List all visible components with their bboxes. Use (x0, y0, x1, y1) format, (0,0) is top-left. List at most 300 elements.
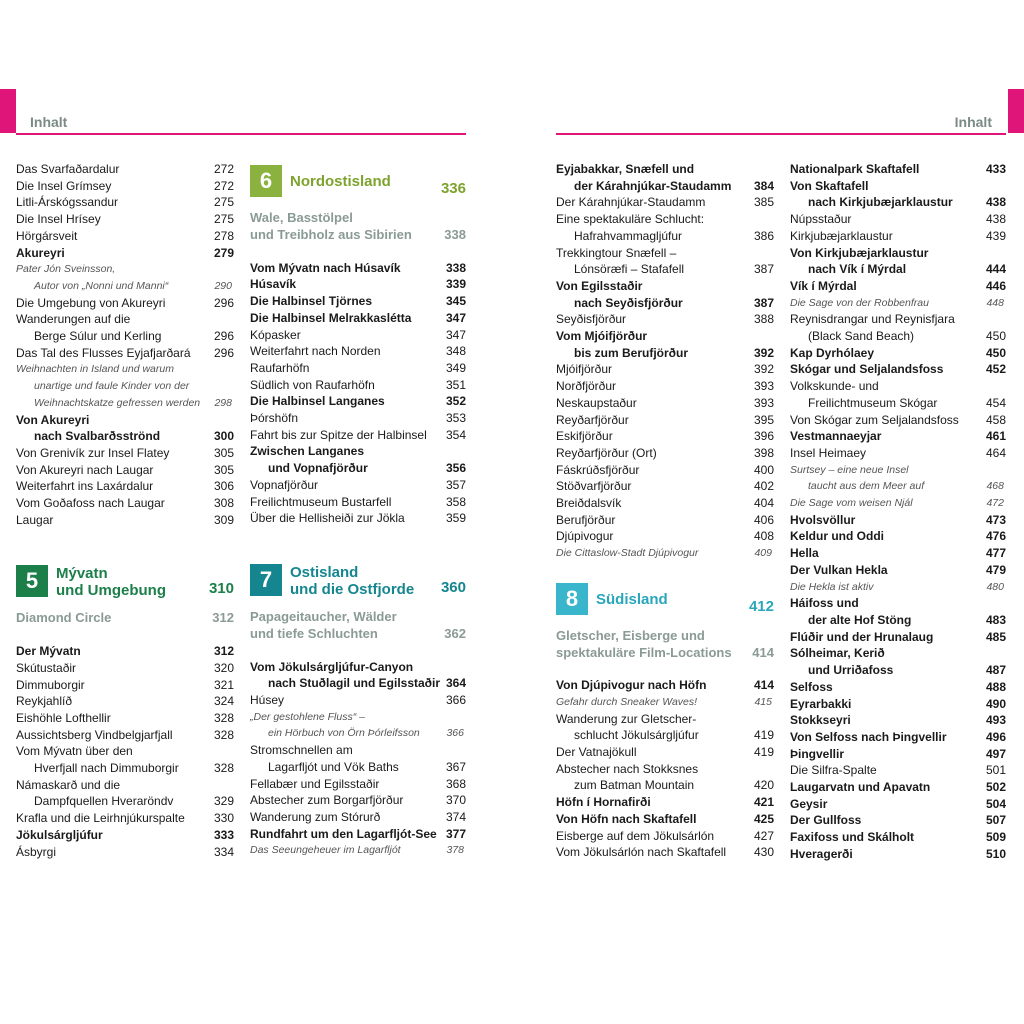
toc-entry-page: 328 (213, 710, 234, 725)
toc-entry[interactable] (556, 412, 774, 429)
toc-entry-title: Hella (790, 546, 819, 561)
toc-entry[interactable] (16, 760, 234, 777)
toc-entry-title: Þórshöfn (250, 411, 299, 426)
toc-entry[interactable] (790, 779, 1006, 796)
toc-entry[interactable] (16, 295, 234, 312)
toc-entry[interactable] (790, 495, 1006, 512)
toc-entry-title: Reyðarfjörður (556, 412, 629, 427)
toc-entry-title: Aussichtsberg Vindbelgjarfjall (16, 727, 173, 742)
toc-entry[interactable] (16, 810, 234, 827)
toc-entry[interactable] (250, 659, 466, 676)
toc-entry[interactable] (790, 194, 1006, 211)
chapter-heading[interactable] (250, 165, 466, 199)
toc-entry[interactable] (250, 759, 466, 776)
toc-entry[interactable] (16, 361, 234, 378)
toc-entry-page: 485 (985, 629, 1006, 644)
toc-entry-page: 312 (213, 644, 234, 659)
toc-entry-page: 333 (213, 827, 234, 842)
toc-entry-title: Eisberge auf dem Jökulsárlón (556, 828, 715, 843)
toc-entry[interactable] (790, 311, 1006, 328)
toc-entry[interactable] (16, 677, 234, 694)
toc-entry[interactable] (556, 194, 774, 211)
toc-entry-page: 438 (985, 212, 1006, 227)
toc-entry[interactable] (250, 343, 466, 360)
toc-entry-title: Von Grenivík zur Insel Flatey (16, 445, 170, 460)
toc-entry[interactable] (790, 412, 1006, 429)
toc-entry-title: Über die Hellisheiði zur Jökla (250, 511, 405, 526)
toc-entry[interactable] (790, 595, 1006, 612)
toc-entry-page: 464 (985, 445, 1006, 460)
toc-entry[interactable] (556, 395, 774, 412)
toc-entry-page: 321 (213, 677, 234, 692)
toc-entry-title: Von Akureyri (16, 412, 90, 427)
toc-entry-page: 409 (754, 547, 772, 560)
toc-entry[interactable] (790, 445, 1006, 462)
toc-entry-page: 402 (753, 479, 774, 494)
toc-entry-page: 452 (985, 362, 1006, 377)
toc-entry-title: Vom Jökulsárgljúfur-Canyon (250, 659, 414, 674)
toc-entry[interactable] (250, 209, 466, 226)
toc-entry-page: 502 (985, 780, 1006, 795)
toc-entry-title: Die Umgebung von Akureyri (16, 295, 166, 310)
toc-entry-page: 480 (986, 580, 1004, 593)
toc-entry[interactable] (556, 245, 774, 262)
toc-entry-page: 404 (753, 496, 774, 511)
toc-entry[interactable] (556, 178, 774, 195)
toc-entry-page: 387 (753, 262, 774, 277)
toc-entry-page: 305 (213, 462, 234, 477)
toc-entry[interactable] (16, 194, 234, 211)
toc-entry[interactable] (250, 393, 466, 410)
toc-entry[interactable] (556, 295, 774, 312)
toc-entry[interactable] (250, 226, 466, 243)
toc-entry-page: 308 (213, 496, 234, 511)
toc-entry[interactable] (16, 395, 234, 412)
toc-entry[interactable] (16, 328, 234, 345)
toc-entry-title: Vík í Mýrdal (790, 278, 857, 293)
toc-entry[interactable] (556, 711, 774, 728)
toc-entry-title: zum Batman Mountain (574, 778, 695, 793)
toc-entry-page: 312 (212, 610, 234, 626)
toc-entry[interactable] (16, 743, 234, 760)
toc-entry-title: Die Halbinsel Melrakkaslétta (250, 310, 412, 325)
toc-entry[interactable] (16, 478, 234, 495)
toc-entry[interactable] (790, 345, 1006, 362)
toc-entry[interactable] (556, 844, 774, 861)
chapter-heading[interactable] (16, 565, 234, 599)
toc-entry[interactable] (16, 245, 234, 262)
toc-entry[interactable] (556, 828, 774, 845)
toc-entry-title: Die Cittaslow-Stadt Djúpivogur (556, 547, 699, 560)
toc-entry[interactable] (556, 211, 774, 228)
toc-entry[interactable] (556, 512, 774, 529)
toc-entry[interactable] (790, 178, 1006, 195)
toc-entry-page: 458 (985, 412, 1006, 427)
chapter-number-badge: 6 (250, 165, 282, 197)
toc-entry[interactable] (16, 727, 234, 744)
toc-entry-title: Von Egilsstaðir (556, 278, 643, 293)
toc-entry[interactable] (556, 794, 774, 811)
toc-entry[interactable] (556, 811, 774, 828)
toc-entry[interactable] (790, 428, 1006, 445)
chapter-heading[interactable] (556, 583, 774, 617)
toc-entry-page: 392 (753, 345, 774, 360)
toc-entry-title: Die Sage vom weisen Njál (790, 497, 913, 510)
toc-column-2 (250, 161, 466, 859)
toc-entry-title: Stöðvarfjörður (556, 479, 632, 494)
toc-entry-page: 309 (213, 512, 234, 527)
toc-entry-title: Stokkseyri (790, 713, 851, 728)
toc-entry[interactable] (250, 510, 466, 527)
toc-entry-title: der Kárahnjúkar-Staudamm (574, 178, 732, 193)
toc-entry[interactable] (250, 410, 466, 427)
toc-entry[interactable] (250, 826, 466, 843)
chapter-heading[interactable] (250, 564, 466, 598)
toc-entry[interactable] (556, 478, 774, 495)
toc-entry[interactable] (250, 427, 466, 444)
toc-entry-title: und tiefe Schluchten (250, 625, 378, 641)
header-rule-right (556, 133, 1006, 135)
toc-entry-title: Wale, Basstölpel (250, 210, 353, 225)
toc-entry-title: Eishöhle Lofthellir (16, 710, 111, 725)
toc-entry-page: 272 (213, 162, 234, 176)
toc-entry[interactable] (250, 608, 466, 625)
toc-entry-title: nach Seyðisfjörður (574, 295, 683, 310)
toc-entry[interactable] (556, 328, 774, 345)
toc-entry[interactable] (250, 360, 466, 377)
toc-entry[interactable] (556, 378, 774, 395)
toc-entry-title: Vopnafjörður (250, 477, 319, 492)
toc-entry-title: Reyðarfjörður (Ort) (556, 445, 657, 460)
toc-entry-page: 296 (213, 345, 234, 360)
toc-entry-page: 414 (753, 678, 774, 693)
toc-entry[interactable] (16, 844, 234, 861)
toc-entry[interactable] (16, 228, 234, 245)
toc-entry[interactable] (790, 679, 1006, 696)
toc-entry[interactable] (250, 443, 466, 460)
toc-entry-page: 364 (445, 676, 466, 691)
toc-entry-title: Geysir (790, 796, 828, 811)
toc-entry[interactable] (250, 675, 466, 692)
toc-entry[interactable] (556, 445, 774, 462)
toc-entry[interactable] (250, 742, 466, 759)
toc-entry[interactable] (790, 762, 1006, 779)
toc-entry[interactable] (790, 796, 1006, 813)
toc-entry-title: Lónsöræfi – Stafafell (574, 262, 685, 277)
toc-entry-page: 357 (445, 477, 466, 492)
toc-entry-title: Skútustaðir (16, 660, 77, 675)
toc-entry[interactable] (16, 693, 234, 710)
toc-entry[interactable] (790, 161, 1006, 178)
toc-entry-title: Lagarfljót und Vök Baths (268, 759, 399, 774)
toc-entry-title: ein Hörbuch von Örn Þórleifsson (268, 727, 420, 740)
toc-entry[interactable] (790, 846, 1006, 863)
toc-entry[interactable] (790, 361, 1006, 378)
toc-entry[interactable] (16, 660, 234, 677)
toc-entry-title: nach Stuðlagil und Egilsstaðir (268, 676, 441, 691)
toc-entry[interactable] (250, 692, 466, 709)
toc-entry[interactable] (556, 161, 774, 178)
toc-entry[interactable] (16, 161, 234, 178)
toc-entry-title: Hverfjall nach Dimmuborgir (34, 761, 179, 776)
toc-entry-page: 388 (753, 312, 774, 327)
toc-entry[interactable] (16, 311, 234, 328)
toc-entry-title: Die Insel Grímsey (16, 178, 112, 193)
toc-entry-title: Húsey (250, 693, 285, 708)
toc-entry-title: Weihnachtskatze gefressen werden (34, 396, 201, 409)
toc-entry[interactable] (556, 727, 774, 744)
toc-entry-page: 356 (445, 461, 466, 476)
toc-entry-title: Von Höfn nach Skaftafell (556, 811, 697, 826)
toc-entry[interactable] (556, 462, 774, 479)
toc-entry-title: Vom Mývatn nach Húsavík (250, 260, 401, 275)
toc-entry[interactable] (790, 395, 1006, 412)
toc-entry[interactable] (556, 278, 774, 295)
toc-entry[interactable] (16, 345, 234, 362)
toc-entry-page: 362 (444, 625, 466, 641)
toc-entry[interactable] (790, 462, 1006, 479)
toc-entry-page: 353 (445, 411, 466, 426)
spacer (250, 642, 466, 659)
toc-entry-title: und Vopnafjörður (268, 461, 368, 476)
toc-entry[interactable] (790, 261, 1006, 278)
toc-entry-title: Surtsey – eine neue Insel (790, 463, 909, 476)
toc-entry[interactable] (790, 378, 1006, 395)
toc-entry[interactable] (250, 792, 466, 809)
toc-entry[interactable] (790, 612, 1006, 629)
toc-entry[interactable] (556, 545, 774, 562)
toc-entry[interactable] (556, 261, 774, 278)
toc-entry-page: 378 (446, 844, 464, 857)
toc-entry-title: Jökulsárgljúfur (16, 827, 103, 842)
toc-entry[interactable] (790, 512, 1006, 529)
toc-entry-title: „Der gestohlene Fluss“ – (250, 710, 365, 723)
toc-entry-title: Vom Mývatn über den (16, 744, 133, 759)
toc-entry-page: 490 (985, 696, 1006, 711)
toc-entry-title: Autor von „Nonni und Manni“ (34, 279, 169, 292)
toc-entry-title: der alte Hof Stöng (808, 612, 912, 627)
toc-entry[interactable] (556, 495, 774, 512)
toc-entry-page: 328 (213, 727, 234, 742)
toc-entry-page: 479 (985, 562, 1006, 577)
toc-entry[interactable] (16, 793, 234, 810)
toc-entry[interactable] (556, 228, 774, 245)
toc-entry-title: Hvolsvöllur (790, 512, 856, 527)
toc-entry[interactable] (556, 744, 774, 761)
toc-entry[interactable] (16, 710, 234, 727)
toc-entry[interactable] (556, 777, 774, 794)
toc-entry[interactable] (790, 245, 1006, 262)
toc-entry[interactable] (16, 211, 234, 228)
toc-entry-title: Þingvellir (790, 746, 845, 761)
toc-entry[interactable] (16, 261, 234, 278)
toc-entry-title: Weihnachten in Island und warum (16, 363, 174, 376)
toc-entry[interactable] (16, 495, 234, 512)
toc-entry-page: 438 (985, 195, 1006, 210)
toc-entry-page: 392 (753, 362, 774, 377)
toc-entry[interactable] (250, 776, 466, 793)
toc-entry[interactable] (556, 345, 774, 362)
toc-entry[interactable] (250, 460, 466, 477)
toc-entry-page: 279 (213, 245, 234, 260)
toc-entry-page: 347 (445, 327, 466, 342)
toc-entry-page: 345 (445, 294, 466, 309)
toc-entry-title: Gefahr durch Sneaker Waves! (556, 695, 698, 708)
toc-entry[interactable] (250, 310, 466, 327)
toc-entry-title: Der Kárahnjúkar-Staudamm (556, 195, 706, 210)
toc-entry[interactable] (790, 729, 1006, 746)
toc-entry-page: 454 (985, 395, 1006, 410)
toc-entry[interactable] (790, 295, 1006, 312)
toc-entry-title: Hafrahvammagljúfur (574, 228, 683, 243)
toc-entry-page: 488 (985, 679, 1006, 694)
toc-entry-page: 338 (445, 260, 466, 275)
toc-entry[interactable] (556, 361, 774, 378)
toc-entry-page: 296 (213, 295, 234, 310)
toc-entry-page: 448 (986, 296, 1004, 309)
toc-entry[interactable] (250, 709, 466, 726)
toc-entry[interactable] (16, 827, 234, 844)
toc-entry-page: 320 (213, 660, 234, 675)
toc-entry-page: 330 (213, 811, 234, 826)
toc-entry[interactable] (16, 609, 234, 626)
toc-entry[interactable] (556, 761, 774, 778)
toc-entry[interactable] (16, 412, 234, 429)
toc-entry[interactable] (16, 643, 234, 660)
toc-entry[interactable] (250, 327, 466, 344)
toc-entry[interactable] (250, 725, 466, 742)
toc-entry[interactable] (556, 627, 774, 644)
toc-entry-page: 468 (986, 480, 1004, 493)
toc-entry[interactable] (16, 777, 234, 794)
chapter-page-number: 360 (440, 578, 466, 596)
toc-entry-page: 461 (985, 429, 1006, 444)
toc-entry-title: Skógar und Seljalandsfoss (790, 362, 944, 377)
toc-entry[interactable] (16, 278, 234, 295)
toc-entry[interactable] (250, 842, 466, 859)
toc-entry-title: spektakuläre Film-Locations (556, 644, 732, 660)
toc-entry-page: 385 (753, 195, 774, 210)
toc-entry-title: Háifoss und (790, 596, 859, 611)
toc-entry[interactable] (790, 528, 1006, 545)
toc-entry[interactable] (250, 494, 466, 511)
toc-entry[interactable] (250, 625, 466, 642)
toc-entry-title: Kap Dyrhólaey (790, 345, 875, 360)
toc-entry-title: Freilichtmuseum Bustarfell (250, 494, 392, 509)
toc-entry-page: 384 (753, 178, 774, 193)
toc-entry-page: 477 (985, 546, 1006, 561)
toc-entry[interactable] (790, 645, 1006, 662)
toc-entry[interactable] (790, 228, 1006, 245)
toc-entry-title: Der Gullfoss (790, 813, 862, 828)
toc-entry[interactable] (16, 378, 234, 395)
toc-entry-title: Abstecher nach Stokksnes (556, 761, 699, 776)
toc-entry-title: Weiterfahrt nach Norden (250, 344, 381, 359)
chapter-number-badge: 8 (556, 583, 588, 615)
toc-entry[interactable] (556, 428, 774, 445)
toc-entry[interactable] (790, 478, 1006, 495)
toc-entry-page: 359 (445, 511, 466, 526)
toc-entry-title: Von Kirkjubæjarklaustur (790, 245, 929, 260)
toc-entry[interactable] (250, 377, 466, 394)
toc-entry-page: 415 (754, 695, 772, 708)
toc-entry[interactable] (16, 445, 234, 462)
toc-entry-title: Seyðisfjörður (556, 312, 627, 327)
toc-entry[interactable] (790, 211, 1006, 228)
toc-entry-title: Von Akureyri nach Laugar (16, 462, 154, 477)
toc-entry[interactable] (790, 696, 1006, 713)
toc-entry-title: unartige und faule Kinder von der (34, 380, 190, 393)
toc-entry[interactable] (790, 829, 1006, 846)
toc-entry[interactable] (790, 746, 1006, 763)
toc-entry[interactable] (790, 662, 1006, 679)
toc-entry-title: Freilichtmuseum Skógar (808, 395, 938, 410)
toc-entry-title: Das Tal des Flusses Eyjafjarðará (16, 345, 191, 360)
toc-entry-page: 386 (753, 228, 774, 243)
toc-entry-title: Vom Goðafoss nach Laugar (16, 496, 165, 511)
toc-entry[interactable] (556, 311, 774, 328)
toc-entry[interactable] (790, 328, 1006, 345)
toc-entry-page: 300 (213, 429, 234, 444)
toc-entry-page: 352 (445, 394, 466, 409)
chapter-title-line: Mývatn (56, 565, 108, 583)
toc-entry[interactable] (250, 477, 466, 494)
toc-entry[interactable] (250, 293, 466, 310)
toc-entry-title: Gletscher, Eisberge und (556, 627, 705, 643)
toc-entry-title: Stromschnellen am (250, 743, 353, 758)
toc-entry-title: Die Halbinsel Langanes (250, 394, 385, 409)
header-rule-left (16, 133, 466, 135)
toc-entry[interactable] (790, 712, 1006, 729)
toc-entry[interactable] (556, 644, 774, 661)
toc-entry-page: 450 (985, 345, 1006, 360)
toc-entry[interactable] (556, 694, 774, 711)
toc-entry[interactable] (250, 260, 466, 277)
toc-entry[interactable] (250, 809, 466, 826)
toc-entry[interactable] (790, 579, 1006, 596)
toc-entry[interactable] (250, 276, 466, 293)
chapter-title-line: Nordostisland (290, 173, 391, 190)
toc-entry-page: 483 (985, 612, 1006, 627)
toc-entry-title: Von Skaftafell (790, 178, 869, 193)
toc-entry-title: Laugar (16, 512, 54, 527)
toc-entry-page: 387 (753, 295, 774, 310)
toc-entry-title: Volkskunde- und (790, 379, 879, 394)
toc-entry[interactable] (16, 428, 234, 445)
toc-entry-title: Pater Jón Sveinsson, (16, 263, 116, 276)
toc-entry[interactable] (16, 178, 234, 195)
toc-entry-title: Rundfahrt um den Lagarfljót-See (250, 826, 437, 841)
toc-entry-title: Südlich von Raufarhöfn (250, 377, 375, 392)
toc-entry-title: Norðfjörður (556, 379, 617, 394)
toc-entry[interactable] (790, 629, 1006, 646)
toc-entry[interactable] (16, 462, 234, 479)
toc-entry-title: Raufarhöfn (250, 360, 310, 375)
toc-entry-page: 450 (985, 329, 1006, 344)
toc-entry[interactable] (790, 545, 1006, 562)
toc-entry-title: Krafla und die Leirhnjúkurspalte (16, 811, 185, 826)
toc-entry-page: 419 (753, 745, 774, 760)
toc-entry-page: 444 (985, 262, 1006, 277)
toc-entry[interactable] (556, 677, 774, 694)
chapter-title (56, 565, 166, 599)
spacer (16, 528, 234, 561)
toc-entry[interactable] (790, 278, 1006, 295)
toc-entry[interactable] (790, 812, 1006, 829)
toc-entry[interactable] (790, 562, 1006, 579)
toc-entry[interactable] (16, 512, 234, 529)
toc-entry[interactable] (556, 528, 774, 545)
